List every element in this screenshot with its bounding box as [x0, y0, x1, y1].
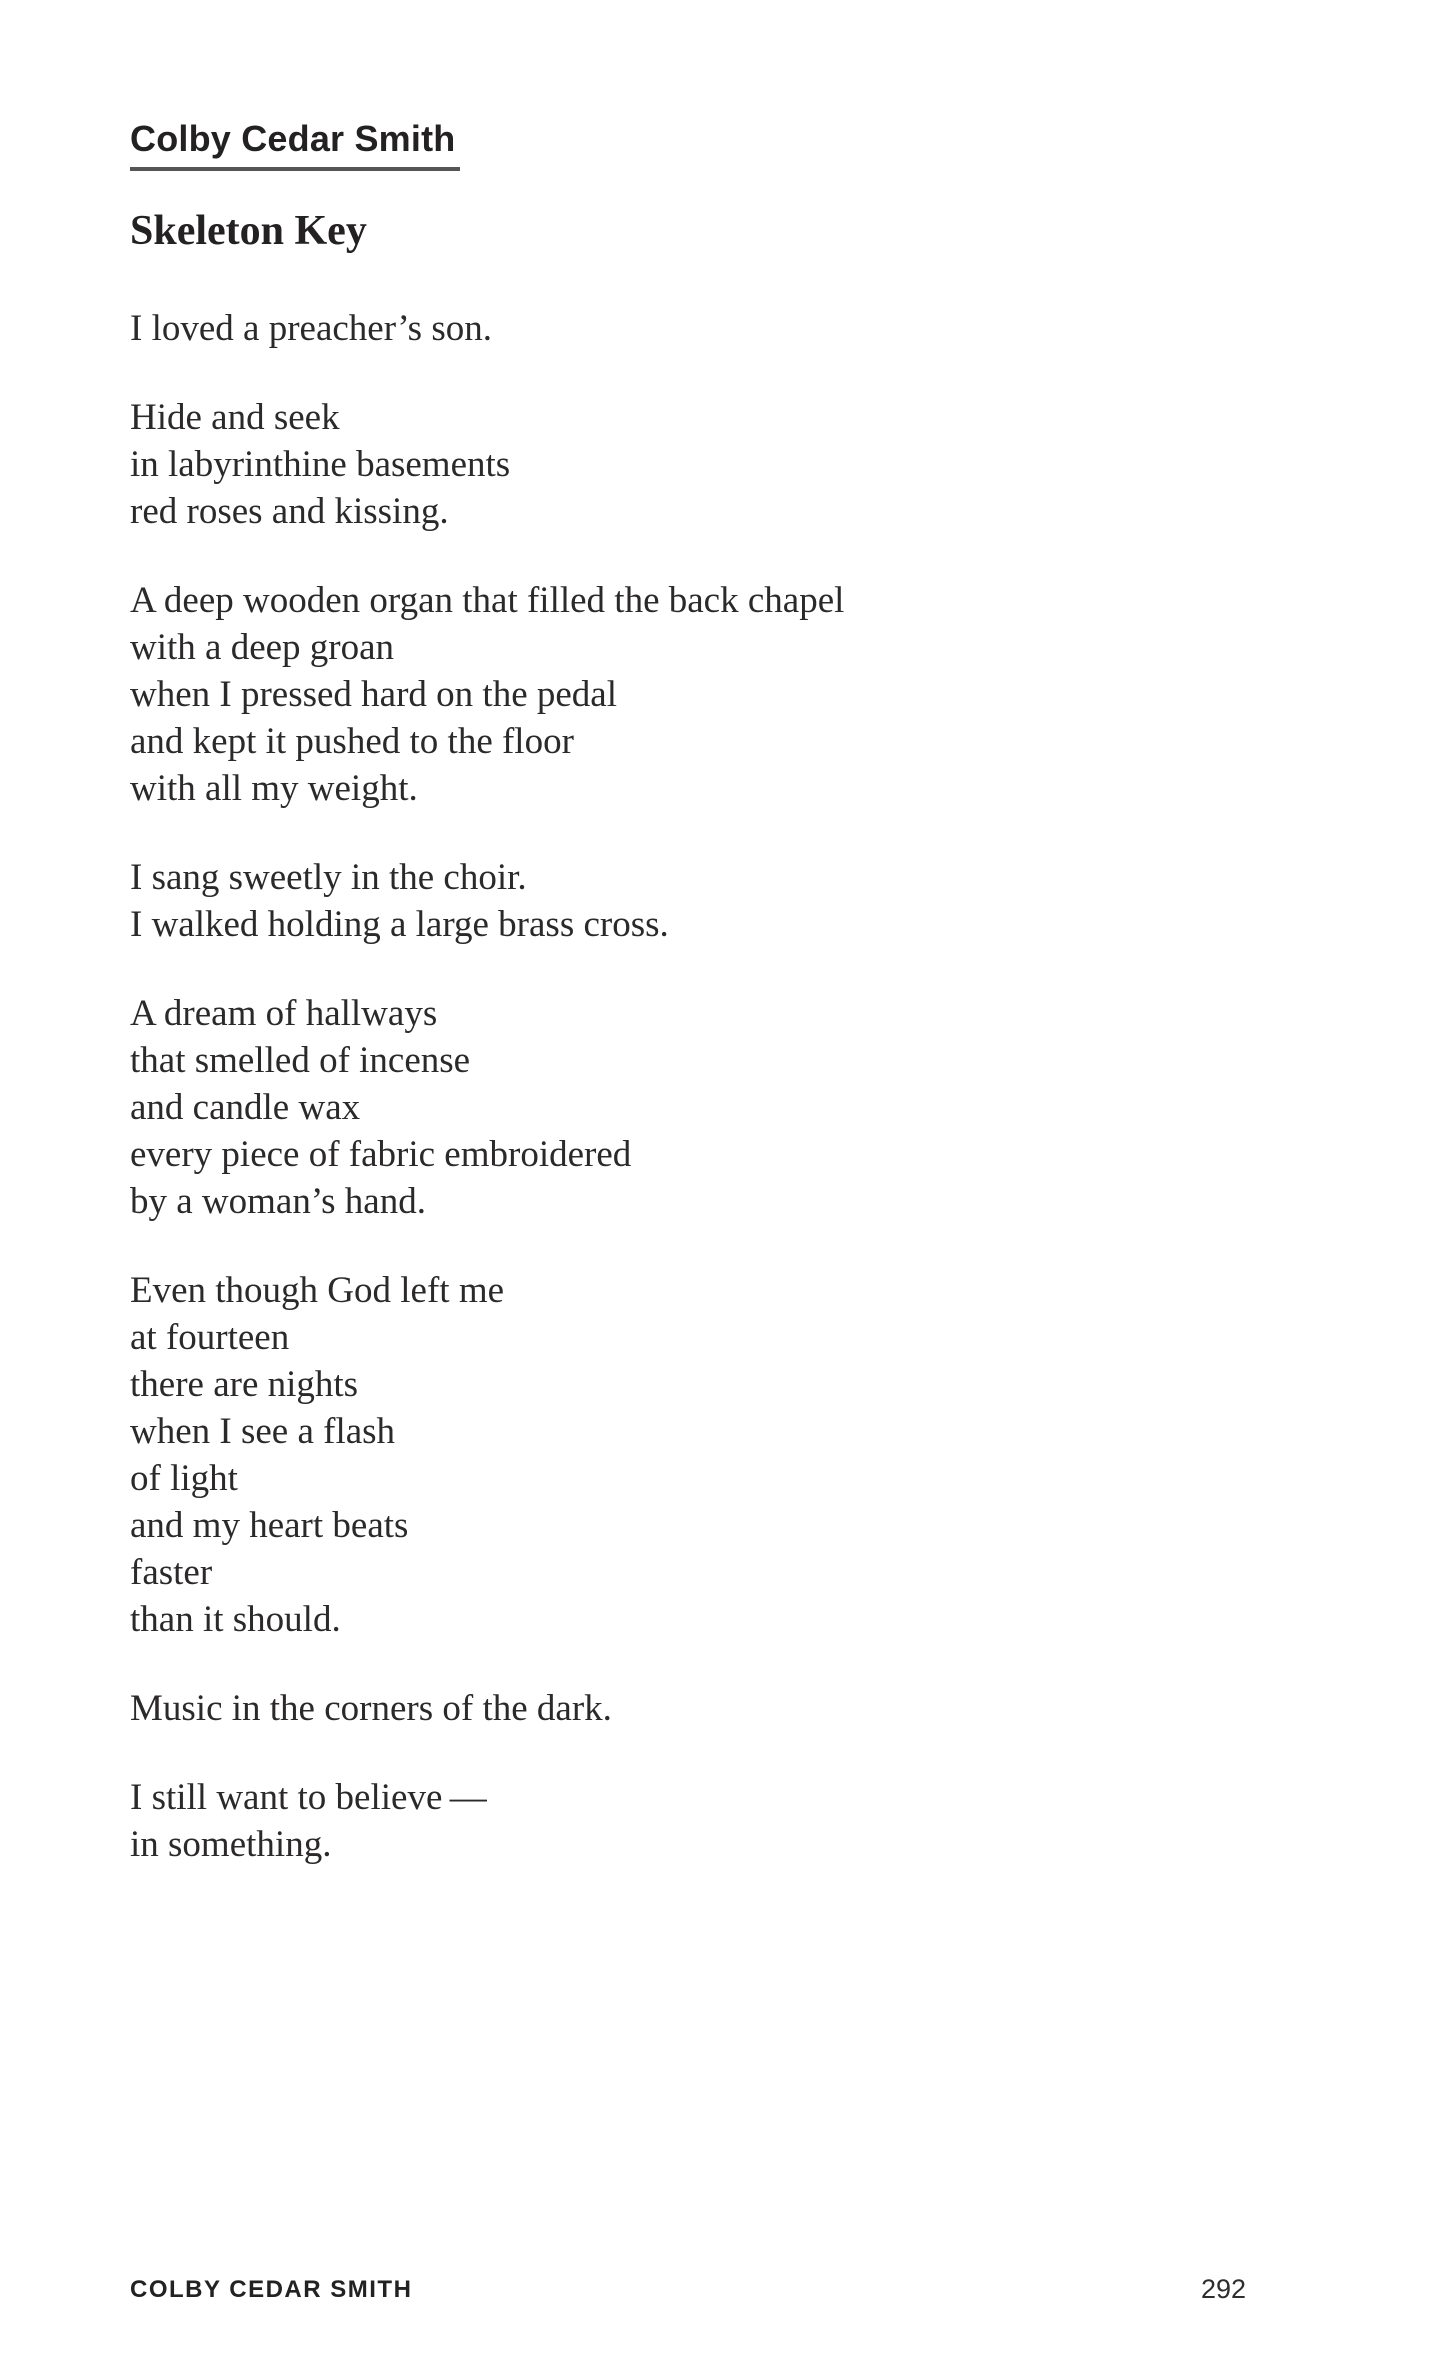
poem-line: than it should.: [130, 1599, 341, 1640]
poem-line: with a deep groan: [130, 627, 395, 668]
poem-line: I sang sweetly in the choir.: [130, 857, 527, 898]
author-header: [130, 118, 460, 171]
poem-stanza: [130, 394, 1030, 535]
poem-line: I walked holding a large brass cross.: [130, 904, 669, 945]
poem-line: and my heart beats: [130, 1505, 409, 1546]
poem-line: when I see a flash: [130, 1411, 396, 1452]
poem-line: I loved a preacher’s son.: [130, 308, 492, 349]
poem-line: at fourteen: [130, 1317, 290, 1358]
poem-line: by a woman’s hand.: [130, 1181, 426, 1222]
poem-line: in something.: [130, 1824, 332, 1865]
poem-stanza: [130, 1774, 1030, 1868]
poem-line: of light: [130, 1458, 238, 1499]
author-underline-rule: [130, 167, 460, 171]
footer-page-number: 292: [1201, 2274, 1247, 2304]
poem-line: Even though God left me: [130, 1270, 505, 1311]
poem-line: A dream of hallways: [130, 993, 438, 1034]
poem-stanza: [130, 990, 1030, 1225]
footer-running-author: COLBY CEDAR SMITH: [130, 2276, 413, 2303]
poem-line: in labyrinthine basements: [130, 444, 511, 485]
poem-line: red roses and kissing.: [130, 491, 449, 532]
poem-stanza: [130, 1685, 1030, 1732]
poem-line: that smelled of incense: [130, 1040, 471, 1081]
poem-body: [130, 305, 1030, 1910]
poem-stanza: [130, 1267, 1030, 1643]
poem-line: every piece of fabric embroidered: [130, 1134, 632, 1175]
poem-line: faster: [130, 1552, 213, 1593]
poem-title: Skeleton Key: [130, 208, 367, 254]
poem-line: Music in the corners of the dark.: [130, 1688, 612, 1729]
poem-line: when I pressed hard on the pedal: [130, 674, 617, 715]
poem-stanza: [130, 305, 1030, 352]
poem-line: A deep wooden organ that filled the back chapel: [130, 580, 845, 621]
poem-line: I still want to believe —: [130, 1777, 487, 1818]
author-name: Colby Cedar Smith: [130, 118, 456, 159]
poem-line: and kept it pushed to the floor: [130, 721, 574, 762]
poem-stanza: [130, 854, 1030, 948]
poem-line: there are nights: [130, 1364, 359, 1405]
poem-line: with all my weight.: [130, 768, 418, 809]
poem-line: Hide and seek: [130, 397, 340, 438]
poem-line: and candle wax: [130, 1087, 361, 1128]
poem-stanza: [130, 577, 1030, 812]
